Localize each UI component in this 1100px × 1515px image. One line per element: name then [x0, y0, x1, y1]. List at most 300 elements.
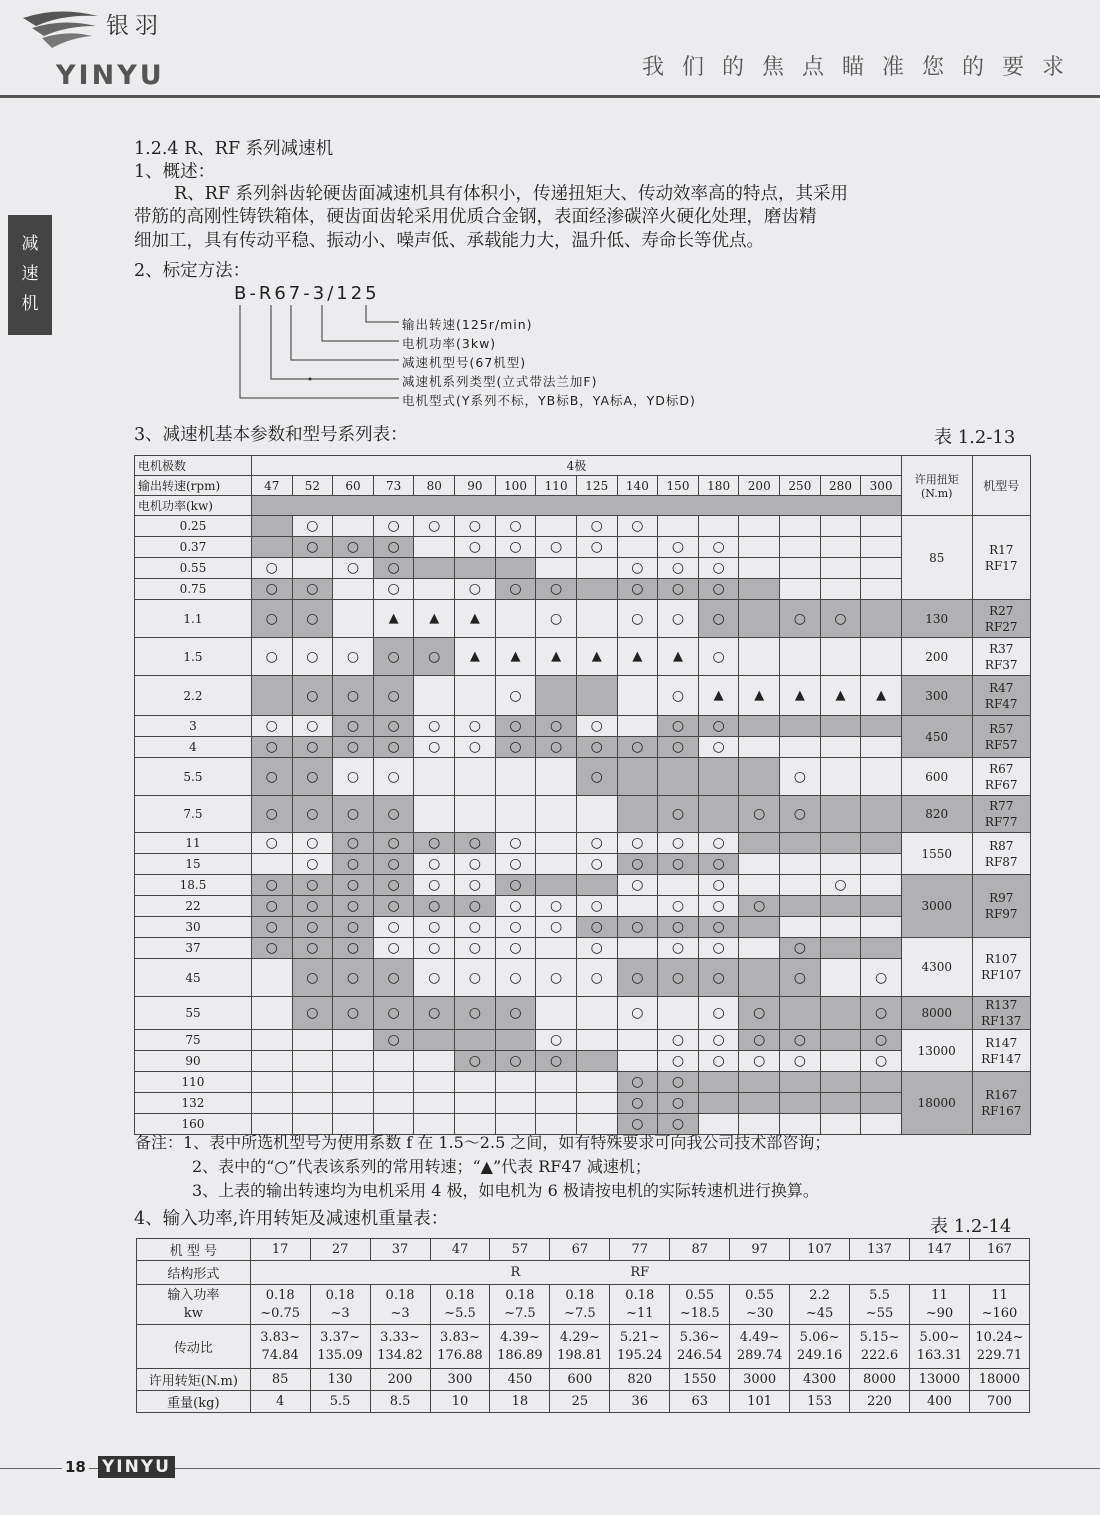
header-divider	[0, 95, 1100, 98]
ratio-range-line: 163.31	[916, 1347, 963, 1363]
speed-header: 47	[251, 476, 292, 496]
speed-cell	[455, 758, 496, 796]
allowed-torque: 18000	[969, 1369, 1029, 1391]
speed-cell: ○	[617, 959, 658, 997]
speed-cell: ○	[658, 579, 699, 600]
allowed-torque: 200	[370, 1369, 430, 1391]
speed-cell: ○	[576, 938, 617, 959]
ratio-range	[370, 1325, 430, 1369]
allowed-torque: 8000	[850, 1369, 910, 1391]
ratio-range-line: 5.06~	[799, 1329, 840, 1345]
speed-cell	[739, 854, 780, 875]
speed-cell	[292, 1030, 333, 1051]
speed-cell: ○	[576, 854, 617, 875]
ratio-range	[610, 1325, 670, 1369]
speed-cell	[536, 516, 577, 537]
ratio-range	[250, 1325, 310, 1369]
speed-cell: ○	[333, 896, 374, 917]
torque-value: 13000	[901, 1030, 972, 1072]
ratio-row-label: 传动比	[137, 1325, 251, 1369]
speed-cell: ○	[292, 600, 333, 638]
page-number: 18	[62, 1458, 89, 1476]
input-power-line: ~18.5	[679, 1305, 720, 1321]
speed-cell	[739, 917, 780, 938]
speed-cell: ○	[373, 676, 414, 716]
speed-cell: ○	[333, 537, 374, 558]
speed-cell: ○	[495, 875, 536, 896]
speed-cell	[780, 716, 821, 737]
speed-cell: ○	[251, 600, 292, 638]
ratio-range-line: 195.24	[617, 1347, 663, 1363]
speed-cell	[414, 579, 455, 600]
speed-cell: ○	[455, 1051, 496, 1072]
designation-diagram	[234, 283, 774, 413]
designation-label: 电机型式(Y系列不标，YB标B，YA标A，YD标D)	[402, 393, 696, 408]
section-heading: 1.2.4 R、RF 系列减速机	[134, 139, 334, 159]
model-row-label: 机 型 号	[137, 1239, 251, 1261]
speed-cell: ○	[576, 833, 617, 854]
input-power-line: 0.18	[505, 1287, 535, 1303]
speed-cell: ○	[495, 516, 536, 537]
speed-cell	[617, 1030, 658, 1051]
speed-cell	[658, 997, 699, 1030]
torque-header: 许用扭矩(N.m)	[901, 456, 972, 516]
speed-cell	[495, 796, 536, 833]
note-line: 备注：1、表中所选机型号为使用系数 f 在 1.5～2.5 之间，如有特殊要求可向我公司技术部咨询；	[135, 1133, 831, 1152]
speed-cell	[780, 638, 821, 676]
speed-cell	[576, 796, 617, 833]
speed-cell: ○	[658, 1072, 699, 1093]
input-power-line: 11	[991, 1287, 1008, 1303]
speed-cell: ○	[292, 579, 333, 600]
input-power	[730, 1285, 790, 1325]
speed-cell	[617, 896, 658, 917]
speed-cell: ○	[617, 558, 658, 579]
power-row-label-line: kw	[183, 1305, 203, 1321]
speed-cell	[455, 1093, 496, 1114]
speed-cell: ○	[739, 1030, 780, 1051]
allowed-torque: 300	[430, 1369, 490, 1391]
model-code: RF97	[984, 907, 1018, 921]
speed-cell: ○	[292, 938, 333, 959]
speed-cell: ○	[658, 959, 699, 997]
pole-value: 4极	[251, 456, 901, 476]
speed-cell	[495, 758, 536, 796]
speed-cell: ○	[698, 896, 739, 917]
speed-cell: ○	[292, 758, 333, 796]
speed-header: 140	[617, 476, 658, 496]
power-value: 1.5	[135, 638, 252, 676]
pole-label: 电机极数	[135, 456, 252, 476]
speed-header: 180	[698, 476, 739, 496]
ratio-range-line: 5.15~	[859, 1329, 900, 1345]
speed-cell: ○	[455, 938, 496, 959]
model-header: 机型号	[972, 456, 1031, 516]
input-power-line: ~160	[981, 1305, 1018, 1321]
input-power-line: ~3	[330, 1305, 350, 1321]
speed-cell: ▲	[617, 638, 658, 676]
speed-cell	[698, 1072, 739, 1093]
speed-cell	[739, 600, 780, 638]
parameter-table	[134, 455, 1031, 1135]
speed-cell: ○	[576, 537, 617, 558]
speed-cell	[536, 938, 577, 959]
speed-cell	[251, 537, 292, 558]
speed-cell: ○	[292, 537, 333, 558]
speed-cell: ○	[780, 959, 821, 997]
speed-cell: ○	[536, 896, 577, 917]
ratio-range	[850, 1325, 910, 1369]
reducer-weight: 220	[850, 1391, 910, 1413]
speed-cell: ▲	[780, 676, 821, 716]
ratio-range-line: 3.33~	[380, 1329, 420, 1345]
reducer-weight: 153	[790, 1391, 850, 1413]
speed-cell: ○	[333, 676, 374, 716]
speed-cell: ▲	[536, 638, 577, 676]
ratio-range	[430, 1325, 490, 1369]
speed-cell	[576, 1051, 617, 1072]
speed-cell: ○	[495, 938, 536, 959]
brand-name-en: YINYU	[56, 60, 165, 91]
input-power-line: ~7.5	[504, 1305, 536, 1321]
model-code: R47	[989, 680, 1014, 695]
speed-cell: ○	[576, 516, 617, 537]
speed-cell	[536, 676, 577, 716]
speed-cell	[333, 600, 374, 638]
speed-cell: ○	[617, 1114, 658, 1135]
side-tab-char: 速	[21, 264, 39, 284]
speed-cell	[861, 737, 902, 758]
speed-cell: ○	[292, 796, 333, 833]
speed-cell: ○	[455, 917, 496, 938]
torque-value: 8000	[901, 997, 972, 1030]
speed-cell: ○	[414, 938, 455, 959]
speed-cell: ○	[617, 600, 658, 638]
reducer-weight: 4	[250, 1391, 310, 1413]
speed-cell: ○	[617, 917, 658, 938]
input-power	[430, 1285, 490, 1325]
power-value: 0.25	[135, 516, 252, 537]
allowed-torque: 1550	[670, 1369, 730, 1391]
model-value	[972, 676, 1031, 716]
structure-row-label: 结构形式	[137, 1261, 251, 1285]
model-code: RF17	[984, 558, 1018, 573]
speed-cell	[861, 516, 902, 537]
speed-cell	[739, 875, 780, 896]
speed-cell: ▲	[658, 638, 699, 676]
input-power-line: 0.18	[385, 1287, 415, 1303]
power-value: 4	[135, 737, 252, 758]
designation-label: 减速机系列类型(立式带法兰加F)	[402, 374, 598, 389]
speed-cell: ○	[414, 716, 455, 737]
model-value	[972, 875, 1031, 938]
speed-cell	[861, 796, 902, 833]
header-slogan: 我们的焦点瞄准您的要求	[641, 55, 1082, 80]
reducer-weight: 63	[670, 1391, 730, 1413]
speed-cell	[820, 997, 861, 1030]
speed-cell	[536, 833, 577, 854]
model-code: RF87	[984, 854, 1018, 869]
power-value: 75	[135, 1030, 252, 1051]
speed-cell: ○	[576, 896, 617, 917]
speed-cell	[495, 600, 536, 638]
table1-ref: 表 1.2-13	[934, 427, 1016, 448]
speed-cell	[820, 938, 861, 959]
speed-cell	[739, 758, 780, 796]
speed-cell: ○	[495, 833, 536, 854]
note-line: 2、表中的“○”代表该系列的常用转速；“▲”代表 RF47 减速机；	[192, 1157, 651, 1176]
speed-cell: ○	[617, 854, 658, 875]
power-value: 22	[135, 896, 252, 917]
speed-cell: ○	[658, 558, 699, 579]
torque-row-label: 许用转矩(N.m)	[137, 1369, 251, 1391]
speed-cell	[739, 579, 780, 600]
speed-cell: ○	[617, 516, 658, 537]
speed-cell: ○	[536, 600, 577, 638]
ratio-range	[550, 1325, 610, 1369]
speed-cell	[414, 558, 455, 579]
input-power	[610, 1285, 670, 1325]
speed-cell	[333, 1030, 374, 1051]
power-label: 电机功率(kw)	[135, 496, 252, 516]
speed-cell: ○	[414, 833, 455, 854]
ratio-range-line: 222.6	[860, 1347, 899, 1363]
model-code: R107	[985, 952, 1018, 966]
speed-cell	[658, 516, 699, 537]
allowed-torque: 4300	[790, 1369, 850, 1391]
model-code: RF27	[984, 619, 1018, 634]
speed-cell	[414, 1093, 455, 1114]
speed-cell	[414, 1072, 455, 1093]
allowed-torque: 600	[550, 1369, 610, 1391]
speed-cell	[292, 1093, 333, 1114]
model-number: 97	[730, 1239, 790, 1261]
speed-cell: ○	[455, 579, 496, 600]
model-code: RF77	[984, 815, 1018, 829]
speed-cell	[780, 854, 821, 875]
reducer-weight: 8.5	[370, 1391, 430, 1413]
speed-cell: ○	[373, 875, 414, 896]
speed-cell: ○	[333, 796, 374, 833]
speed-cell: ○	[251, 716, 292, 737]
speed-cell	[780, 737, 821, 758]
speed-cell	[576, 676, 617, 716]
speed-cell: ○	[455, 833, 496, 854]
speed-cell	[861, 600, 902, 638]
power-value: 160	[135, 1114, 252, 1135]
speed-cell: ○	[861, 997, 902, 1030]
speed-cell	[739, 558, 780, 579]
speed-cell	[455, 1030, 496, 1051]
speed-cell: ○	[373, 737, 414, 758]
power-value: 132	[135, 1093, 252, 1114]
speed-cell: ○	[373, 796, 414, 833]
speed-cell	[251, 854, 292, 875]
speed-cell	[861, 638, 902, 676]
speed-cell: ○	[780, 938, 821, 959]
speed-cell	[780, 537, 821, 558]
ratio-range-line: 3.83~	[260, 1329, 301, 1345]
model-code: RF57	[984, 737, 1018, 752]
speed-cell: ○	[617, 997, 658, 1030]
speed-cell: ○	[698, 917, 739, 938]
speed-header: 200	[739, 476, 780, 496]
speed-cell	[861, 1093, 902, 1114]
speed-cell: ○	[373, 638, 414, 676]
power-value: 45	[135, 959, 252, 997]
speed-cell: ○	[536, 579, 577, 600]
speed-cell	[820, 1051, 861, 1072]
speed-cell	[780, 558, 821, 579]
speed-cell	[333, 516, 374, 537]
speed-cell	[861, 716, 902, 737]
speed-cell: ○	[414, 917, 455, 938]
input-power-line: 11	[931, 1287, 948, 1303]
speed-cell	[861, 875, 902, 896]
input-power	[969, 1285, 1029, 1325]
speed-cell	[739, 1072, 780, 1093]
speed-cell: ▲	[861, 676, 902, 716]
torque-value: 200	[901, 638, 972, 676]
speed-cell: ○	[333, 558, 374, 579]
ratio-range-line: 249.16	[796, 1347, 843, 1363]
speed-cell	[820, 716, 861, 737]
speed-cell	[617, 716, 658, 737]
ratio-range	[790, 1325, 850, 1369]
speed-cell: ○	[455, 959, 496, 997]
speed-cell: ○	[373, 558, 414, 579]
speed-cell	[820, 896, 861, 917]
speed-cell: ○	[373, 516, 414, 537]
speed-cell: ○	[414, 875, 455, 896]
speed-cell	[251, 516, 292, 537]
speed-cell: ○	[373, 1030, 414, 1051]
speed-cell: ○	[658, 938, 699, 959]
speed-cell: ○	[820, 600, 861, 638]
reducer-weight: 18	[490, 1391, 550, 1413]
speed-cell	[414, 537, 455, 558]
speed-cell	[576, 1093, 617, 1114]
reducer-weight: 36	[610, 1391, 670, 1413]
speed-cell: ○	[333, 737, 374, 758]
torque-value: 600	[901, 758, 972, 796]
model-number: 147	[909, 1239, 969, 1261]
speed-cell	[576, 1030, 617, 1051]
model-code: R57	[989, 721, 1014, 736]
speed-cell	[617, 676, 658, 716]
speed-cell	[698, 1093, 739, 1114]
torque-value: 130	[901, 600, 972, 638]
allowed-torque: 450	[490, 1369, 550, 1391]
model-value	[972, 1030, 1031, 1072]
power-value: 18.5	[135, 875, 252, 896]
model-number: 27	[310, 1239, 370, 1261]
speed-cell: ○	[414, 854, 455, 875]
model-value	[972, 600, 1031, 638]
ratio-range	[730, 1325, 790, 1369]
speed-cell: ○	[333, 833, 374, 854]
speed-cell: ○	[292, 737, 333, 758]
structure-value	[250, 1261, 1029, 1285]
speed-cell: ○	[455, 896, 496, 917]
speed-header: 150	[658, 476, 699, 496]
model-number: 167	[969, 1239, 1029, 1261]
speed-cell	[576, 579, 617, 600]
speed-cell	[780, 579, 821, 600]
speed-cell	[576, 600, 617, 638]
speed-cell	[780, 1072, 821, 1093]
input-power-line: 0.18	[325, 1287, 355, 1303]
power-value: 37	[135, 938, 252, 959]
speed-cell	[292, 1072, 333, 1093]
speed-cell: ○	[495, 737, 536, 758]
speed-cell: ○	[617, 833, 658, 854]
input-power-line: ~0.75	[260, 1305, 301, 1321]
speed-cell	[739, 1093, 780, 1114]
power-value: 0.55	[135, 558, 252, 579]
speed-cell: ○	[617, 737, 658, 758]
speed-cell: ○	[780, 1051, 821, 1072]
speed-cell: ○	[658, 600, 699, 638]
model-number: 77	[610, 1239, 670, 1261]
ratio-range-line: 186.89	[497, 1347, 543, 1363]
speed-header: 300	[861, 476, 902, 496]
input-power	[250, 1285, 310, 1325]
speed-cell: ○	[373, 938, 414, 959]
speed-cell: ○	[455, 537, 496, 558]
power-value: 15	[135, 854, 252, 875]
speed-cell: ○	[576, 758, 617, 796]
speed-cell: ○	[333, 638, 374, 676]
speed-header: 80	[414, 476, 455, 496]
speed-cell: ○	[698, 959, 739, 997]
speed-cell: ○	[495, 854, 536, 875]
speed-cell	[617, 938, 658, 959]
speed-cell	[495, 1072, 536, 1093]
overview-line: 带筋的高刚性铸铁箱体，硬齿面齿轮采用优质合金钢，表面经渗碳淬火硬化处理，磨齿精	[134, 207, 817, 227]
speed-cell: ○	[251, 833, 292, 854]
model-number: 17	[250, 1239, 310, 1261]
speed-cell	[820, 579, 861, 600]
speed-cell: ○	[373, 917, 414, 938]
overview-line: 细加工，具有传动平稳、振动小、噪声低、承载能力大，温升低、寿命长等优点。	[134, 231, 764, 251]
speed-cell	[861, 896, 902, 917]
speed-cell: ○	[333, 997, 374, 1030]
speed-cell: ○	[536, 959, 577, 997]
speed-cell: ○	[251, 796, 292, 833]
ratio-range-line: 4.29~	[559, 1329, 600, 1345]
speed-cell: ○	[292, 875, 333, 896]
speed-cell: ○	[780, 758, 821, 796]
speed-cell	[780, 833, 821, 854]
speed-header: 60	[333, 476, 374, 496]
model-number: 87	[670, 1239, 730, 1261]
speed-header: 125	[576, 476, 617, 496]
speed-cell: ○	[536, 537, 577, 558]
ratio-range-line: 198.81	[557, 1347, 603, 1363]
speed-cell	[861, 537, 902, 558]
table2-ref: 表 1.2-14	[930, 1216, 1012, 1237]
torque-value: 1550	[901, 833, 972, 875]
speed-cell	[780, 917, 821, 938]
ratio-range-line: 289.74	[736, 1347, 783, 1363]
speed-cell: ○	[455, 997, 496, 1030]
model-code: R77	[989, 799, 1014, 813]
input-power	[490, 1285, 550, 1325]
speed-cell	[617, 796, 658, 833]
speed-cell	[333, 1093, 374, 1114]
power-value: 55	[135, 997, 252, 1030]
